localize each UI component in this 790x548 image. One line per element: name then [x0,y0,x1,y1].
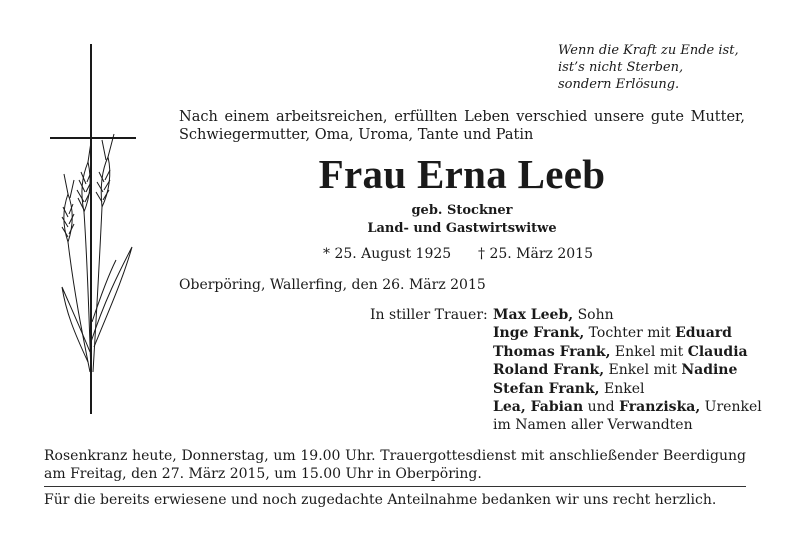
mourner-name: Eduard [675,325,732,342]
mourner-name: Roland Frank, [493,362,605,379]
mourners-list [493,306,763,435]
mourner-entry [493,324,763,342]
mourner-name: Nadine [681,362,738,379]
mourner-entry [493,398,763,416]
mourner-entry [493,361,763,379]
mourner-relation: Enkel [599,380,645,397]
mourner-entry [493,380,763,398]
mourner-relation: Enkel mit [604,362,682,379]
wheat-icon [62,134,132,372]
funeral-notice: Rosenkranz heute, Donnerstag, um 19.00 Uhr. Trauergottesdienst mit anschließender Beerdigung am Freitag, den 27. März 2015, um 15.00 Uhr in Oberpöring. [44,448,746,482]
mourners-label: In stiller Trauer: [370,307,488,323]
divider [44,486,746,487]
mourner-relation: und [583,399,620,416]
mourner-relation: Tochter mit [584,325,676,342]
thanks-text: Für die bereits erwiesene und noch zugedachte Anteilnahme bedanken wir uns recht herzlich. [44,492,717,508]
mourner-name: Lea, Fabian [493,399,584,416]
mourner-entry [493,343,763,361]
quote-line-1: Wenn die Kraft zu Ende ist, [558,43,739,58]
quote-line-3: sondern Erlösung. [558,77,680,92]
birth-date: * 25. August 1925 [323,246,452,262]
mourner-relation: Sohn [573,307,614,323]
cross-icon [44,42,154,416]
mourner-relation: im Namen aller Verwandten [493,417,693,434]
occupation: Land- und Gastwirtswitwe [367,221,557,236]
mourner-relation: Enkel mit [610,343,688,360]
epigraph-quote [558,42,768,93]
mourner-name: Franziska, [619,399,701,416]
death-date: † 25. März 2015 [478,246,593,262]
mourner-name: Claudia [687,343,748,360]
mourner-entry [493,416,763,434]
place-and-date: Oberpöring, Wallerfing, den 26. März 2015 [179,277,486,293]
deceased-name: Frau Erna Leeb [318,151,606,197]
mourner-name: Inge Frank, [493,325,585,342]
quote-line-2: ist’s nicht Sterben, [558,60,684,75]
mourner-name: Stefan Frank, [493,380,600,397]
mourner-entry [493,306,763,324]
intro-text: Nach einem arbeitsreichen, erfüllten Leben verschied unsere gute Mutter, Schwiegermutter, Oma, Uroma, Tante und Patin [179,109,745,143]
mourner-name: Max Leeb, [493,307,574,323]
mourner-relation: Urenkel [700,399,762,416]
mourner-name: Thomas Frank, [493,343,611,360]
maiden-name: geb. Stockner [411,203,513,218]
